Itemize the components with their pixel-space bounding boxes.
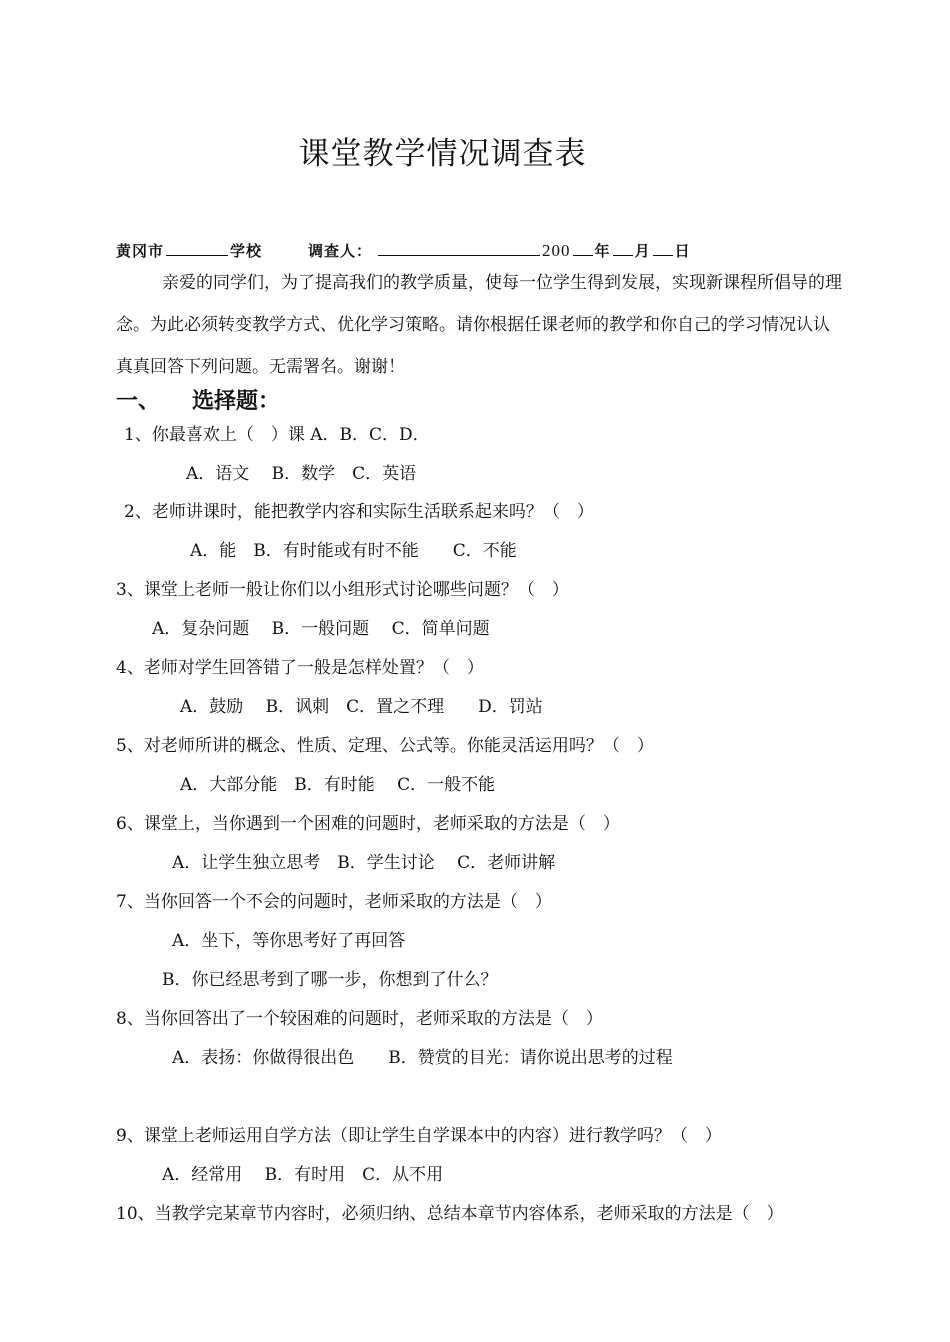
question-3: 3、课堂上老师一般让你们以小组形式讨论哪些问题？（ ） [116,580,569,600]
school-blank[interactable] [166,241,228,256]
question-2-options: A．能 B．有时能或有时不能 C．不能 [190,541,517,561]
page-title: 课堂教学情况调查表 [298,136,587,172]
surveyor-blank[interactable] [378,241,540,256]
question-7-option-b: B．你已经思考到了哪一步，你想到了什么？ [162,970,498,990]
day-label: 日 [674,242,691,260]
question-7-option-a: A．坐下，等你思考好了再回答 [172,931,406,951]
question-4-options: A．鼓励 B．讽刺 C．置之不理 D．罚站 [180,697,543,717]
day-blank[interactable] [653,241,673,256]
year-blank[interactable] [573,241,593,256]
question-1: 1、你最喜欢上（ ）课 A．B．C．D． [124,425,430,445]
section-heading [116,384,280,415]
question-2: 2、老师讲课时，能把教学内容和实际生活联系起来吗？（ ） [124,502,594,522]
survey-header [116,240,691,261]
year-prefix: 200 [542,241,571,260]
question-10: 10、当教学完某章节内容时，必须归纳、总结本章节内容体系，老师采取的方法是（ ） [116,1204,784,1224]
question-8-options: A．表扬：你做得很出色 B．赞赏的目光：请你说出思考的过程 [172,1048,673,1068]
intro-paragraph: 亲爱的同学们，为了提高我们的教学质量，使每一位学生得到发展，实现新课程所倡导的理念。为此必须转变教学方式、优化学习策略。请你根据任课老师的教学和你自己的学习情况认认真真回答下列问题。无需署名。谢谢！ [116,273,842,377]
question-9-options: A．经常用 B．有时用 C．从不用 [162,1165,444,1185]
question-6-options: A．让学生独立思考 B．学生讨论 C．老师讲解 [172,853,556,873]
question-8: 8、当你回答出了一个较困难的问题时，老师采取的方法是（ ） [116,1009,603,1029]
city-label: 黄冈市 [116,242,165,260]
question-4: 4、老师对学生回答错了一般是怎样处置？（ ） [116,658,484,678]
question-6: 6、课堂上，当你遇到一个困难的问题时，老师采取的方法是（ ） [116,814,620,834]
question-3-options: A．复杂问题 B．一般问题 C．简单问题 [152,619,490,639]
question-9: 9、课堂上老师运用自学方法（即让学生自学课本中的内容）进行教学吗？（ ） [116,1126,722,1146]
question-7: 7、当你回答一个不会的问题时，老师采取的方法是（ ） [116,892,552,912]
month-label: 月 [634,242,651,260]
section-label: 选择题： [192,389,281,414]
question-1-options: A．语文 B．数学 C．英语 [186,464,417,484]
question-5-options: A．大部分能 B．有时能 C．一般不能 [180,775,496,795]
year-label: 年 [594,242,611,260]
question-5: 5、对老师所讲的概念、性质、定理、公式等。你能灵活运用吗？（ ） [116,736,654,756]
surveyor-label: 调查人： [308,242,373,260]
school-label: 学校 [230,242,263,260]
month-blank[interactable] [613,241,633,256]
section-number: 一、 [116,389,161,414]
